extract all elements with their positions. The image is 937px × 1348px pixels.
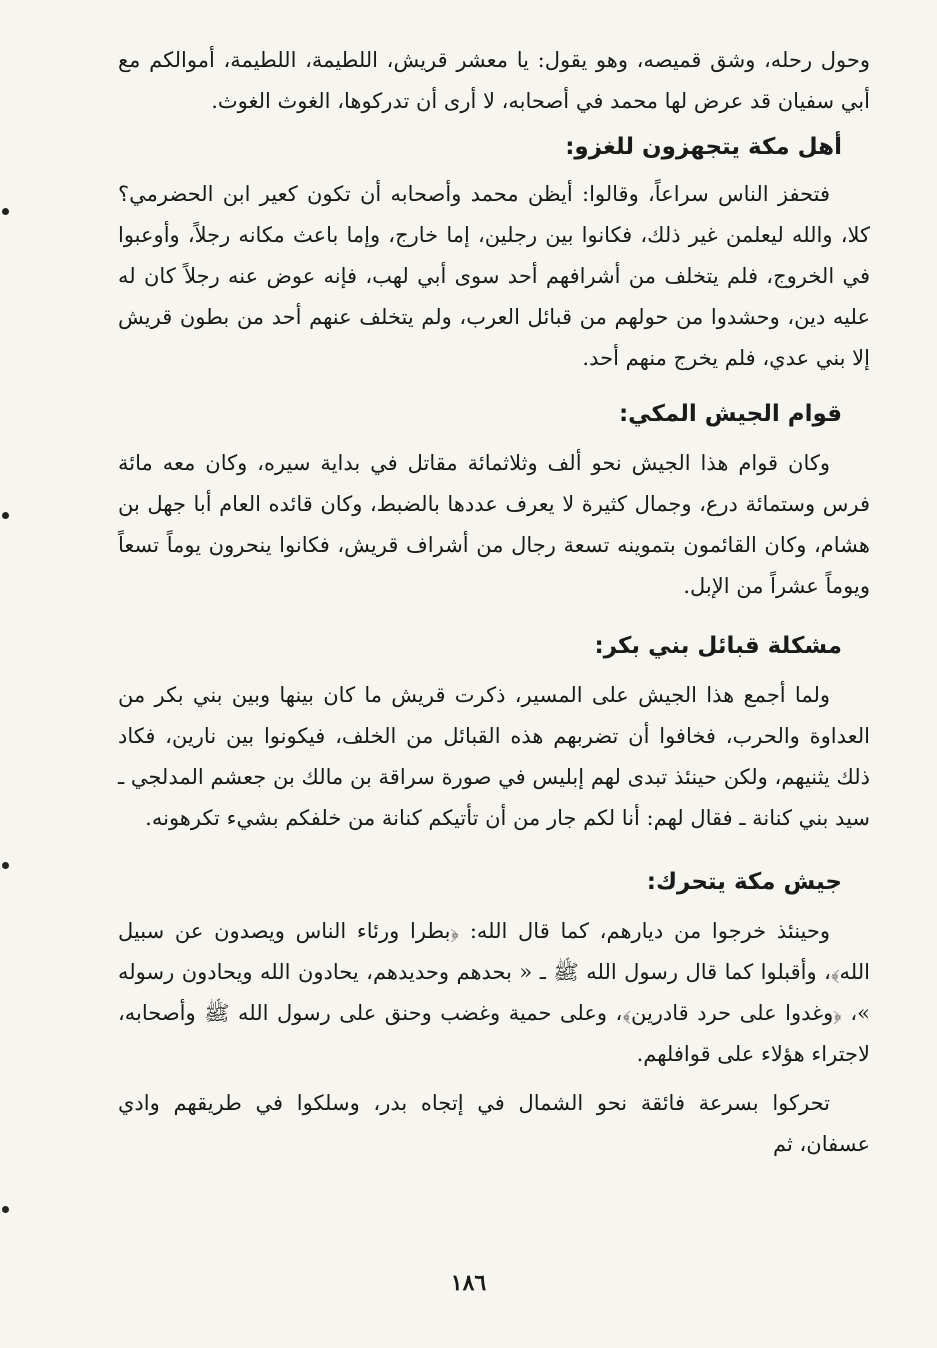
paragraph-2: فتحفز الناس سراعاً، وقالوا: أيظن محمد وأصحابه أن تكون كعير ابن الحضرمي؟ كلا، والله ليعلمن غير ذلك، فكانوا بين رجلين، إما خارج، وإما باعث مكانه رجلاً، وأوعبوا في الخروج، فلم يتخلف من أشرافهم أحد سوى أبي لهب، فإنه عوض عنه رجلاً كان له عليه دين، وحشدوا من حولهم من قبائل العرب، ولم يتخلف عنهم أحد من بطون قريش إلا بني عدي، فلم يخرج منهم أحد. bbox=[118, 182, 870, 370]
heading-army-size: قوام الجيش المكي: bbox=[618, 401, 842, 427]
heading-bani-bakr: مشكلة قبائل بني بكر: bbox=[594, 633, 842, 659]
page-body bbox=[118, 40, 870, 1165]
margin-dot bbox=[2, 862, 9, 869]
paragraph-5: وحينئذ خرجوا من ديارهم، كما قال الله: ﴿بطرا ورئاء الناس ويصدون عن سبيل الله﴾، وأقبلوا كما قال رسول الله ﷺ ـ « بحدهم وحديدهم، يحادون الله ويحادون رسوله »، ﴿وغدوا على حرد قادرين﴾، وعلى حمية وغضب وحنق على رسول الله ﷺ وأصحابه، لاجتراء هؤلاء على قوافلهم. bbox=[118, 919, 870, 1066]
page-number: ١٨٦ bbox=[450, 1270, 487, 1296]
margin-dot bbox=[2, 512, 9, 519]
paragraph-3: وكان قوام هذا الجيش نحو ألف وثلاثمائة مقاتل في بداية سيره، وكان معه مائة فرس وستمائة درع، وجمال كثيرة لا يعرف عددها بالضبط، وكان قائده العام أبا جهل بن هشام، وكان القائمون بتموينه تسعة رجال من أشراف قريش، فكانوا ينحرون يوماً تسعاً ويوماً عشراً من الإبل. bbox=[118, 451, 870, 598]
heading-army-moves: جيش مكة يتحرك: bbox=[646, 869, 842, 895]
paragraph-6: تحركوا بسرعة فائقة نحو الشمال في إتجاه بدر، وسلكوا في طريقهم وادي عسفان، ثم bbox=[118, 1091, 870, 1156]
margin-dot bbox=[2, 208, 9, 215]
paragraph-4: ولما أجمع هذا الجيش على المسير، ذكرت قريش ما كان بينها وبين بني بكر من العداوة والحرب، فخافوا أن تضربهم هذه القبائل من الخلف، فيكونوا بين نارين، فكاد ذلك يثنيهم، ولكن حينئذ تبدى لهم إبليس في صورة سراقة بن مالك بن جعشم المدلجي ـ سيد بني كنانة ـ فقال لهم: أنا لكم جار من أن تأتيكم كنانة من خلفكم بشيء تكرهونه. bbox=[118, 683, 870, 830]
paragraph-1: وحول رحله، وشق قميصه، وهو يقول: يا معشر قريش، اللطيمة، اللطيمة، أموالكم مع أبي سفيان قد عرض لها محمد في أصحابه، لا أرى أن تدركوها، الغوث الغوث. bbox=[118, 48, 870, 113]
margin-dot bbox=[2, 1206, 9, 1213]
heading-mecca-prepares: أهل مكة يتجهزون للغزو: bbox=[565, 134, 842, 160]
